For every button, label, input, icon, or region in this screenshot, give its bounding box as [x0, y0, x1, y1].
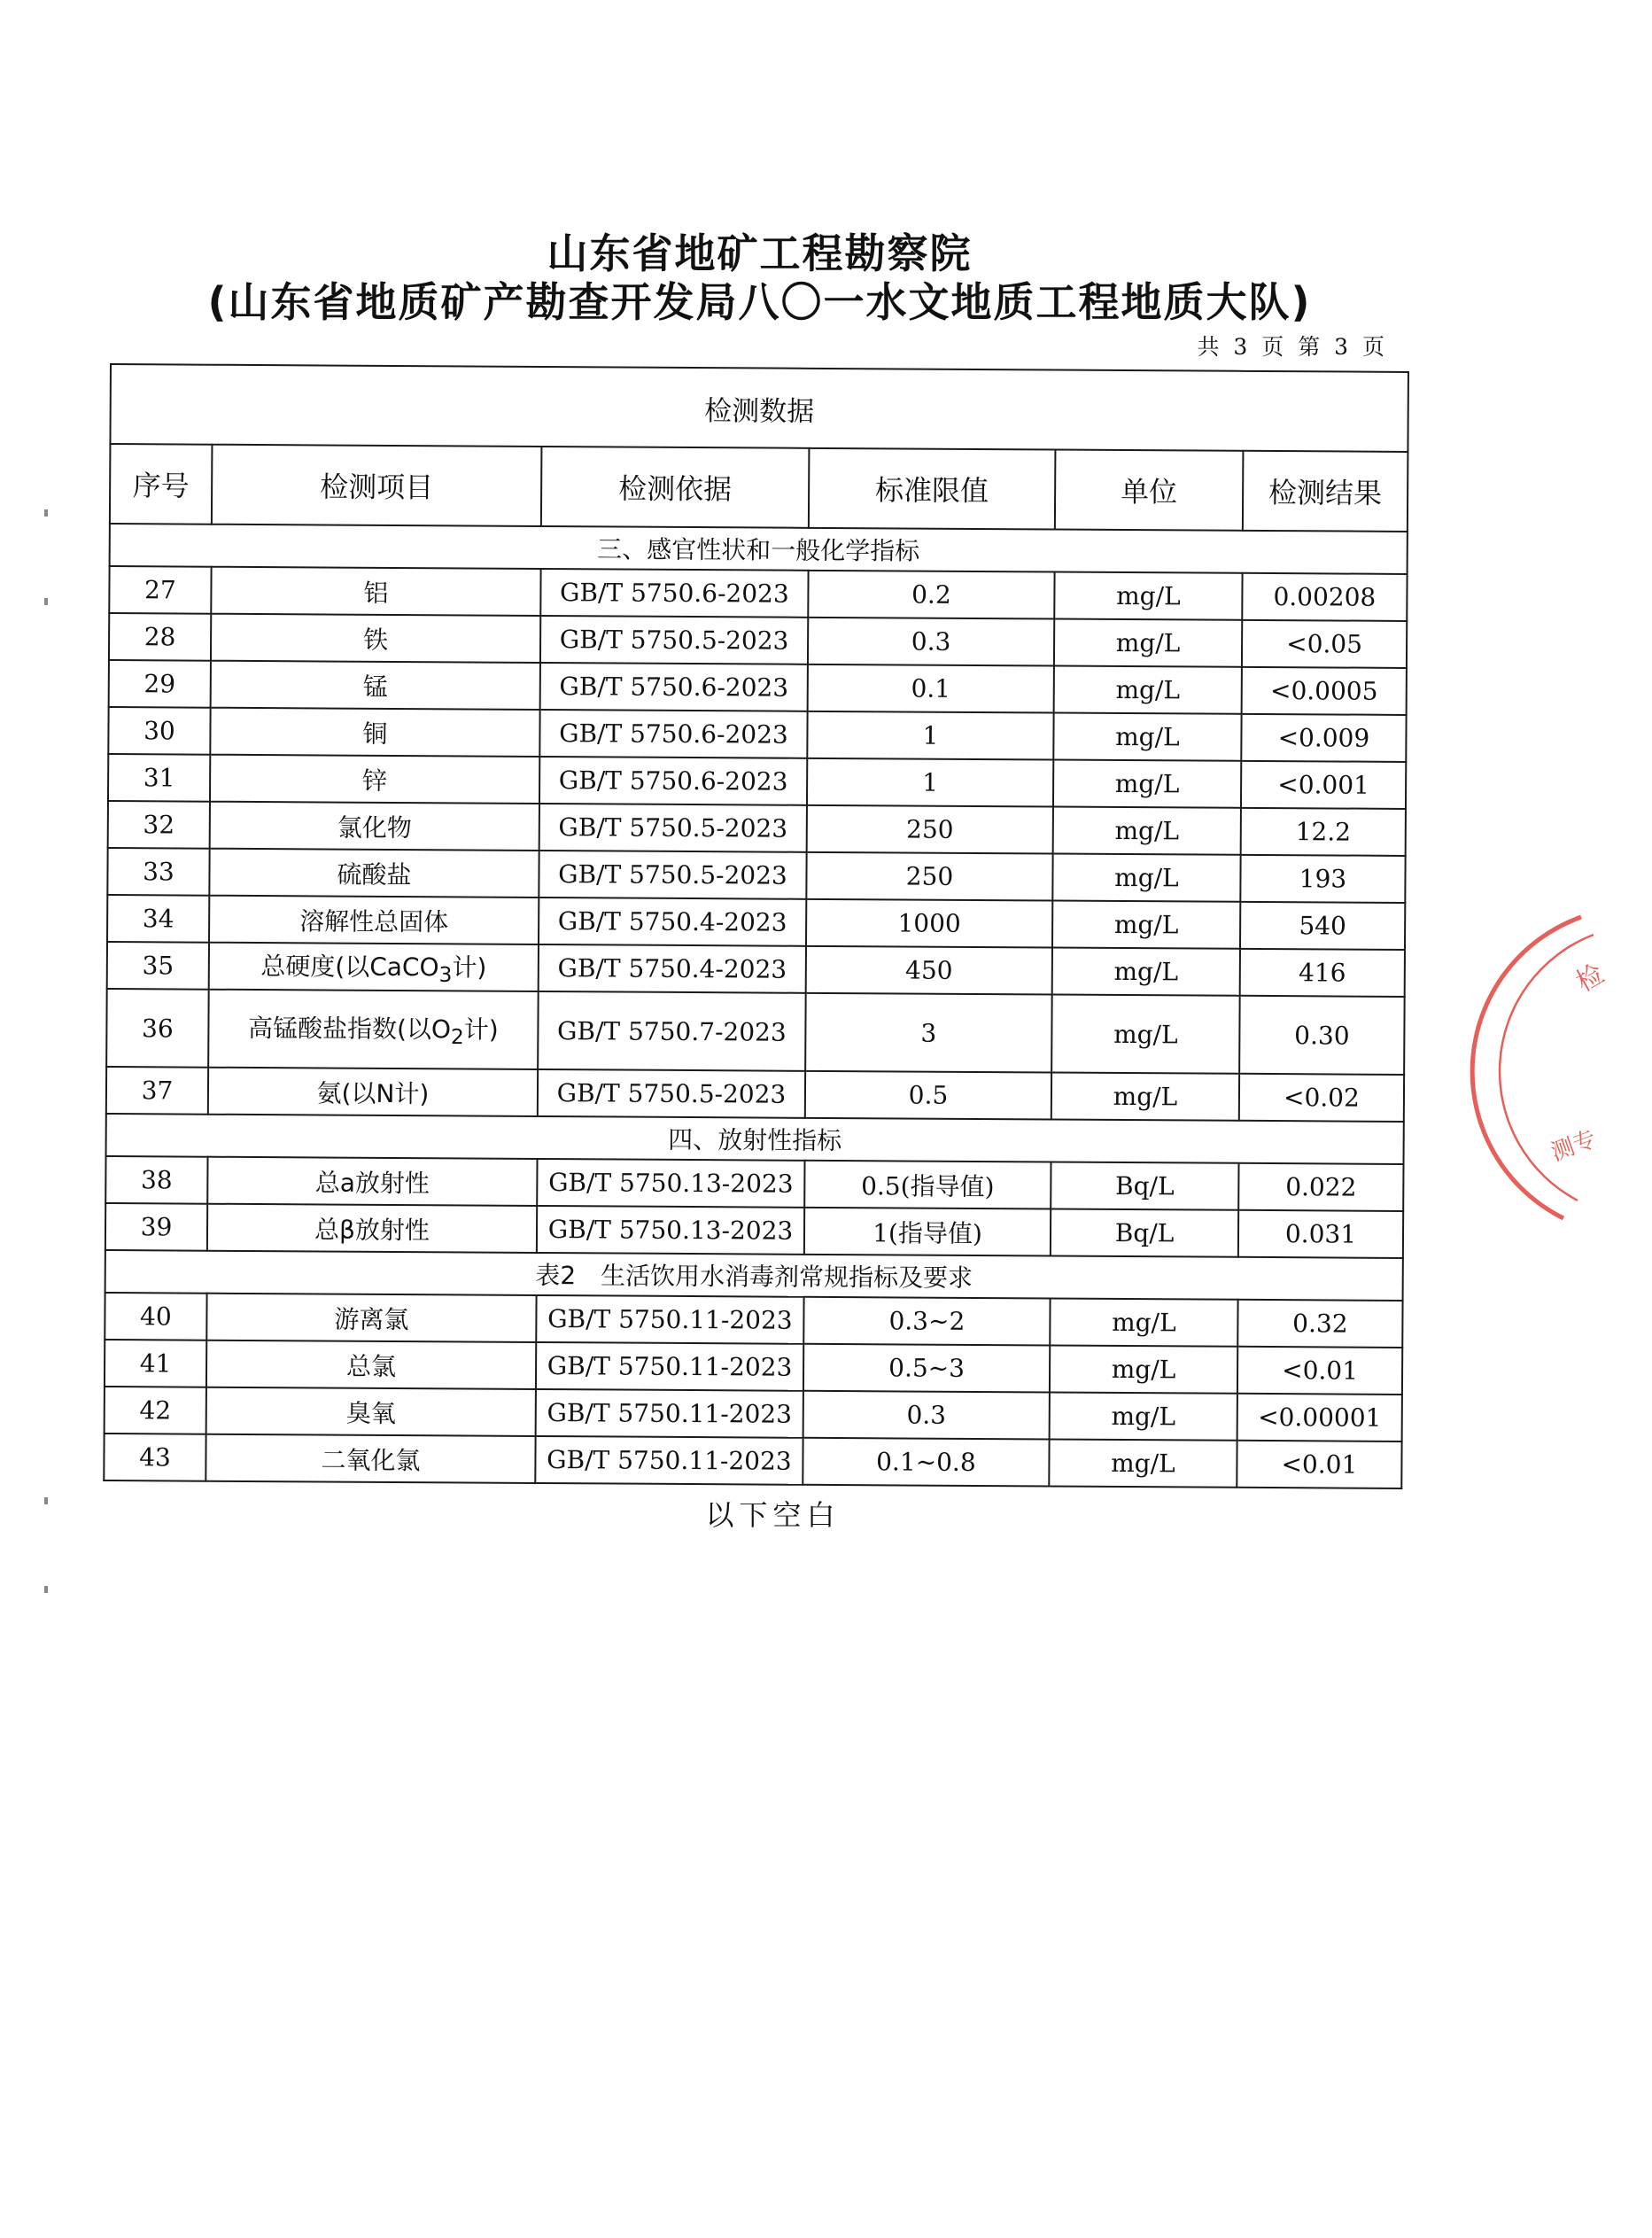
cell-method: GB/T 5750.11-2023 [535, 1436, 803, 1485]
cell-limit: 1(指导值) [804, 1208, 1051, 1256]
cell-serial: 43 [104, 1434, 206, 1481]
cell-method: GB/T 5750.5-2023 [540, 616, 808, 664]
cell-item: 铜 [210, 708, 539, 757]
institute-subtitle: (山东省地质矿产勘查开发局八〇一水文地质工程地质大队) [207, 278, 1312, 326]
cell-unit: mg/L [1049, 1440, 1237, 1488]
table-row [105, 1340, 1402, 1395]
scan-speck [44, 598, 48, 605]
cell-limit: 0.5 [805, 1071, 1051, 1120]
cell-result: <0.01 [1237, 1441, 1401, 1488]
table-row [106, 1067, 1404, 1122]
table-row [105, 1203, 1403, 1258]
page-counter: 共 3 页 第 3 页 [1197, 334, 1388, 360]
inspection-stamp-icon [1528, 895, 1652, 1240]
subscript: 2 [450, 1024, 464, 1050]
table-row [107, 942, 1405, 997]
section-title: 四、放射性指标 [106, 1114, 1404, 1164]
table-row [105, 1387, 1402, 1441]
cell-unit: mg/L [1054, 619, 1242, 667]
cell-item: 锰 [211, 661, 540, 710]
item-text: 计) [463, 1014, 499, 1045]
cell-result: <0.001 [1241, 761, 1406, 809]
cell-serial: 36 [106, 989, 209, 1068]
cell-item: 铁 [211, 614, 540, 663]
cell-serial: 31 [108, 754, 210, 802]
column-header-serial: 序号 [110, 444, 213, 525]
section-title: 表2 生活饮用水消毒剂常规指标及要求 [105, 1250, 1403, 1301]
cell-result: 0.031 [1238, 1210, 1403, 1258]
column-header-method: 检测依据 [541, 447, 810, 528]
scan-speck [44, 1497, 48, 1504]
cell-item: 氨(以N计) [208, 1068, 538, 1116]
cell-serial: 27 [109, 566, 211, 614]
cell-unit: mg/L [1052, 901, 1240, 949]
cell-item: 总氯 [206, 1340, 536, 1389]
cell-unit: mg/L [1050, 1346, 1237, 1394]
blank-below-note: 以下空白 [705, 1498, 841, 1532]
cell-item: 硫酸盐 [209, 849, 539, 898]
table-row [109, 660, 1407, 715]
table-row [106, 989, 1405, 1075]
cell-serial: 39 [105, 1203, 207, 1251]
cell-unit: mg/L [1052, 854, 1240, 902]
column-header-result: 检测结果 [1243, 451, 1408, 532]
cell-result: <0.0005 [1242, 667, 1407, 715]
cell-unit: mg/L [1054, 572, 1242, 620]
item-text: 总硬度(以CaCO [260, 951, 439, 982]
item-text: 计) [452, 952, 487, 983]
cell-method: GB/T 5750.4-2023 [539, 944, 806, 993]
cell-limit: 250 [806, 852, 1052, 901]
cell-method: GB/T 5750.13-2023 [537, 1206, 804, 1255]
cell-item: 二氧化氯 [206, 1434, 535, 1483]
table-row [105, 1156, 1403, 1211]
cell-result: 0.00208 [1242, 573, 1407, 621]
column-header-item: 检测项目 [212, 445, 542, 526]
cell-limit: 0.5(指导值) [804, 1161, 1051, 1209]
table-row [105, 1293, 1402, 1348]
cell-item: 氯化物 [210, 802, 539, 851]
cell-result: 540 [1240, 902, 1405, 950]
cell-serial: 30 [108, 707, 210, 755]
cell-limit: 0.3 [803, 1391, 1050, 1440]
cell-serial: 29 [109, 660, 211, 708]
cell-unit: mg/L [1051, 1073, 1239, 1121]
cell-limit: 3 [805, 993, 1052, 1073]
cell-serial: 33 [107, 848, 209, 896]
cell-limit: 0.2 [808, 571, 1054, 619]
table-row [108, 754, 1406, 809]
cell-unit: mg/L [1054, 666, 1242, 714]
cell-serial: 38 [105, 1156, 207, 1204]
column-header-limit: 标准限值 [809, 448, 1056, 530]
cell-serial: 28 [109, 613, 211, 661]
cell-serial: 37 [106, 1067, 208, 1115]
cell-unit: mg/L [1053, 713, 1241, 761]
cell-unit: mg/L [1051, 995, 1240, 1074]
table-row [107, 895, 1405, 950]
institute-name: 山东省地矿工程勘察院 [547, 229, 973, 277]
table-row [104, 1434, 1401, 1488]
table-row [108, 801, 1406, 856]
cell-result: <0.00001 [1237, 1394, 1402, 1441]
cell-unit: mg/L [1050, 1393, 1237, 1441]
cell-method: GB/T 5750.11-2023 [536, 1342, 803, 1391]
cell-limit: 0.1~0.8 [803, 1438, 1049, 1487]
cell-method: GB/T 5750.6-2023 [539, 757, 807, 805]
cell-item: 溶解性总固体 [209, 896, 539, 944]
cell-method: GB/T 5750.6-2023 [539, 710, 807, 758]
cell-serial: 41 [105, 1340, 206, 1387]
cell-item: 铝 [211, 567, 540, 616]
cell-unit: Bq/L [1051, 1162, 1238, 1210]
svg-text:检: 检 [1571, 958, 1609, 999]
cell-item: 锌 [210, 755, 539, 804]
cell-result: 416 [1240, 949, 1405, 997]
cell-method: GB/T 5750.13-2023 [537, 1159, 804, 1208]
svg-text:测专: 测专 [1547, 1125, 1601, 1167]
cell-serial: 32 [108, 801, 210, 849]
cell-serial: 34 [107, 895, 209, 943]
cell-method: GB/T 5750.11-2023 [536, 1295, 803, 1344]
cell-result: 193 [1240, 855, 1405, 903]
scan-speck [44, 1586, 48, 1593]
cell-limit: 250 [807, 805, 1053, 854]
cell-result: 12.2 [1241, 808, 1406, 856]
scan-speck [44, 509, 48, 517]
cell-item [208, 990, 539, 1069]
subscript: 3 [438, 961, 453, 987]
table-row [109, 613, 1407, 668]
table-row [108, 707, 1406, 762]
table-caption: 检测数据 [110, 364, 1408, 452]
cell-method: GB/T 5750.11-2023 [536, 1389, 803, 1438]
cell-serial: 42 [105, 1387, 206, 1434]
table-row [109, 566, 1407, 621]
cell-unit: mg/L [1050, 1299, 1237, 1347]
cell-item: 游离氯 [206, 1294, 536, 1342]
item-text: 高锰酸盐指数(以O [247, 1014, 452, 1045]
cell-result: 0.022 [1238, 1163, 1403, 1211]
cell-method: GB/T 5750.4-2023 [539, 898, 806, 946]
cell-item [209, 943, 539, 991]
cell-result: <0.05 [1242, 620, 1407, 668]
cell-limit: 1 [807, 758, 1053, 807]
cell-result: <0.009 [1241, 714, 1406, 762]
cell-limit: 1000 [806, 899, 1052, 948]
cell-item: 总β放射性 [207, 1204, 537, 1253]
cell-limit: 0.1 [808, 664, 1054, 713]
cell-unit: mg/L [1052, 948, 1240, 996]
cell-limit: 450 [806, 946, 1052, 995]
cell-serial: 35 [107, 942, 209, 990]
cell-limit: 1 [807, 711, 1053, 760]
cell-method: GB/T 5750.5-2023 [539, 851, 806, 899]
cell-method: GB/T 5750.7-2023 [538, 991, 806, 1071]
cell-result: 0.30 [1239, 996, 1405, 1075]
cell-limit: 0.3 [808, 618, 1054, 666]
cell-limit: 0.3~2 [803, 1297, 1050, 1346]
cell-result: <0.02 [1239, 1074, 1404, 1122]
cell-method: GB/T 5750.6-2023 [540, 569, 808, 618]
cell-serial: 40 [105, 1293, 206, 1340]
column-header-unit: 单位 [1055, 450, 1244, 531]
cell-unit: mg/L [1053, 760, 1241, 808]
table-row [107, 848, 1405, 903]
test-data-table [103, 363, 1409, 1489]
cell-method: GB/T 5750.5-2023 [538, 1069, 805, 1118]
cell-unit: mg/L [1053, 807, 1241, 855]
cell-item: 总a放射性 [207, 1157, 537, 1206]
cell-method: GB/T 5750.6-2023 [540, 663, 808, 711]
cell-method: GB/T 5750.5-2023 [539, 804, 807, 852]
cell-result: <0.01 [1237, 1347, 1402, 1395]
section-title: 三、感官性状和一般化学指标 [110, 524, 1408, 574]
cell-result: 0.32 [1237, 1300, 1402, 1348]
cell-limit: 0.5~3 [803, 1344, 1050, 1393]
cell-item: 臭氧 [206, 1387, 536, 1436]
cell-unit: Bq/L [1051, 1209, 1238, 1257]
